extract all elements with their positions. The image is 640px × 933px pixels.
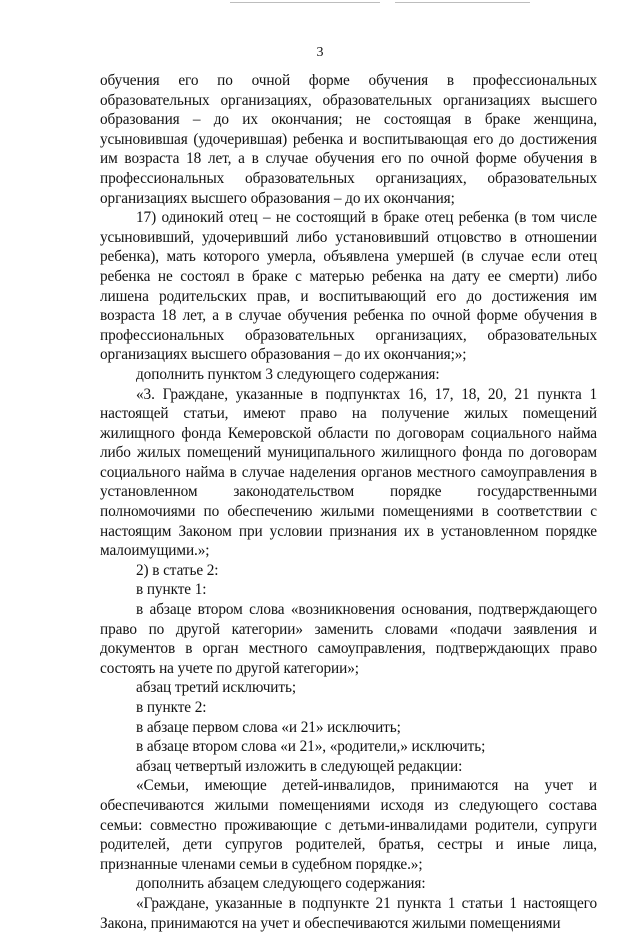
paragraph-amendment: в абзаце первом слова «и 21» исключить; bbox=[136, 718, 401, 736]
paragraph-instruction: дополнить пунктом 3 следующего содержания: bbox=[136, 365, 440, 383]
paragraph-quote-citizens: «Граждане, указанные в подпункте 21 пункта 1 статьи 1 настоящего Закона, принимаются на учет и обеспечиваются жилыми помещениями bbox=[100, 894, 597, 932]
document-body bbox=[100, 71, 597, 933]
scan-artifact-line bbox=[230, 2, 380, 3]
paragraph-point-2: в пункте 2: bbox=[136, 699, 207, 716]
paragraph-amendment: в абзаце втором слова «и 21», «родители,» исключить; bbox=[136, 738, 486, 756]
paragraph-amendment: в абзаце втором слова «возникновения основания, подтверждающего право по другой категории» заменить словами «подачи заявления и документов в орган местного самоуправления, подтверждающих право состоять на учете по другой категории»; bbox=[100, 601, 597, 677]
paragraph-quote-families: «Семьи, имеющие детей-инвалидов, принимаются на учет и обеспечиваются жилыми помещениями исходя из следующего состава семьи: совместно проживающие с детьми-инвалидами родители, супруги родителей, дети супругов родителей, братья, сестры и иные лица, признанные членами семьи в судебном порядке.»; bbox=[100, 777, 597, 873]
paragraph-instruction: дополнить абзацем следующего содержания: bbox=[136, 875, 426, 893]
scan-artifact-line bbox=[395, 2, 530, 3]
paragraph-quote-point-3: «3. Граждане, указанные в подпунктах 16, 17, 18, 20, 21 пункта 1 настоящей статьи, имеют право на получение жилых помещений жилищного фонда Кемеровской области по договорам социального найма либо жилых помещений муниципального жилищного фонда по договорам социального найма в случае наделения органов местного самоуправления в установленном законодательством порядке государственными полномочиями по обеспечению жилыми помещениями в соответствии с настоящим Законом при условии признания их в установленном порядке малоимущими.»; bbox=[100, 385, 597, 560]
paragraph-point-1: в пункте 1: bbox=[136, 581, 207, 599]
paragraph-item-17: 17) одинокий отец – не состоящий в браке отец ребенка (в том числе усыновивший, удочеривший либо установивший отцовство в отношении ребенка), мать которого умерла, объявлена умершей (в случае если отец ребенка не состоял в браке с матерью ребенка на дату ее смерти) либо лишена родительских прав, и воспитывающий его до достижения им возраста 18 лет, а в случае обучения ребенка по очной форме обучения в профессиональных образовательных организациях, образовательных организациях высшего образования – до их окончания;»; bbox=[100, 209, 597, 364]
paragraph-amendment: абзац четвертый изложить в следующей редакции: bbox=[136, 757, 463, 775]
page-number: 3 bbox=[316, 45, 324, 60]
paragraph-article-2: 2) в статье 2: bbox=[136, 561, 219, 579]
paragraph-amendment: абзац третий исключить; bbox=[136, 679, 296, 697]
paragraph-continuation: обучения его по очной форме обучения в профессиональных образовательных организациях, образовательных организациях высшего образования – до их окончания; не состоящая в браке женщина, усыновившая (удочерившая) ребенка и воспитывающая его до достижения им возраста 18 лет, а в случае обучения его по очной форме обучения в профессиональных образовательных организациях, образовательных организациях высшего образования – до их окончания; bbox=[100, 72, 597, 207]
